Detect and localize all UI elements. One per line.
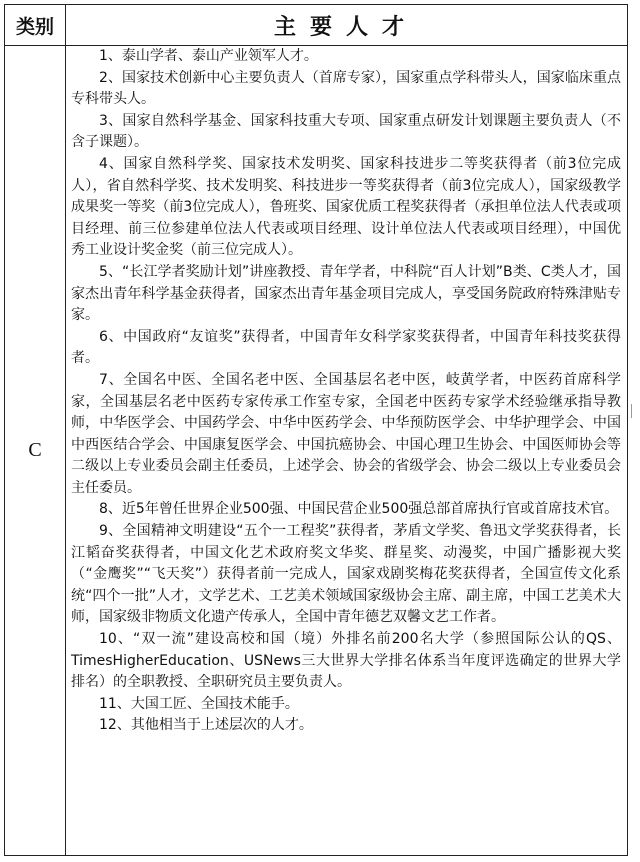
list-item: 9、全国精神文明建设“五个一工程奖”获得者，茅盾文学奖、鲁迅文学奖获得者，长江韬奋奖获得者，中国文化艺术政府奖文华奖、群星奖、动漫奖，中国广播影视大奖（“金鹰奖”“飞天奖”）获得者前一完成人，国家戏剧奖梅花奖获得者，全国宣传文化系统“四个一批”人才，文学艺术、工艺美术领域国家级协会主席、副主席，中国工艺美术大师，国家级非物质文化遗产传承人，全国中青年德艺双馨文艺工作者。 xyxy=(71,523,621,626)
category-cell: C xyxy=(28,438,42,461)
list-item: 10、“双一流”建设高校和国（境）外排名前200名大学（参照国际公认的QS、TimesHigherEducation、USNews三大世界大学排名体系当年度评选确定的世界大学排名）的全职教授、全职研究员主要负责人。 xyxy=(71,631,621,691)
talent-table xyxy=(4,4,628,856)
category-header: 类别 xyxy=(15,15,54,38)
list-item: 7、全国名中医、全国名老中医、全国基层名老中医，岐黄学者，中医药首席科学家，全国基层名老中医药专家传承工作室专家，全国老中医药专家学术经验继承指导教师，中华医学会、中国药学会、中华中医药学会、中华预防医学会、中华护理学会、中国中西医结合学会、中国康复医学会、中国抗癌协会、中国心理卫生协会、中国医师协会等二级以上专业委员会副主任委员，上述学会、协会的省级学会、协会二级以上专业委员会主任委员。 xyxy=(71,371,621,496)
list-item: 11、大国工匠、全国技术能手。 xyxy=(99,695,299,712)
list-item: 8、近5年曾任世界企业500强、中国民营企业500强总部首席执行官或首席技术官。 xyxy=(99,501,619,518)
list-item: 1、泰山学者、泰山产业领军人才。 xyxy=(99,48,318,64)
talent-list xyxy=(71,46,621,851)
list-item: 5、“长江学者奖励计划”讲座教授、青年学者，中科院“百人计划”B类、C类人才，国家杰出青年科学基金获得者，国家杰出青年基金项目完成人，享受国务院政府特殊津贴专家。 xyxy=(71,263,621,324)
list-item: 6、中国政府“友谊奖”获得者，中国青年女科学家奖获得者，中国青年科技奖获得者。 xyxy=(71,328,621,367)
list-item: 12、其他相当于上述层次的人才。 xyxy=(99,717,313,734)
list-item: 2、国家技术创新中心主要负责人（首席专家），国家重点学科带头人，国家临床重点专科带头人。 xyxy=(71,69,621,108)
table-header-row xyxy=(5,5,627,46)
column-divider xyxy=(65,5,66,855)
list-item: 3、国家自然科学基金、国家科技重大专项、国家重点研发计划课题主要负责人（不含子课题）。 xyxy=(71,112,621,151)
main-talent-header: 主要人才 xyxy=(273,14,418,40)
list-item: 4、国家自然科学奖、国家技术发明奖、国家科技进步二等奖获得者（前3位完成人），省自然科学奖、技术发明奖、科技进步一等奖获得者（前3位完成人），国家级教学成果奖一等奖（前3位完成人），鲁班奖、国家优质工程奖获得者（承担单位法人代表或项目经理、前三位参建单位法人代表或项目经理、设计单位法人代表或项目经理），中国优秀工业设计奖金奖（前三位完成人）。 xyxy=(71,155,621,259)
edge-marker xyxy=(631,404,638,418)
